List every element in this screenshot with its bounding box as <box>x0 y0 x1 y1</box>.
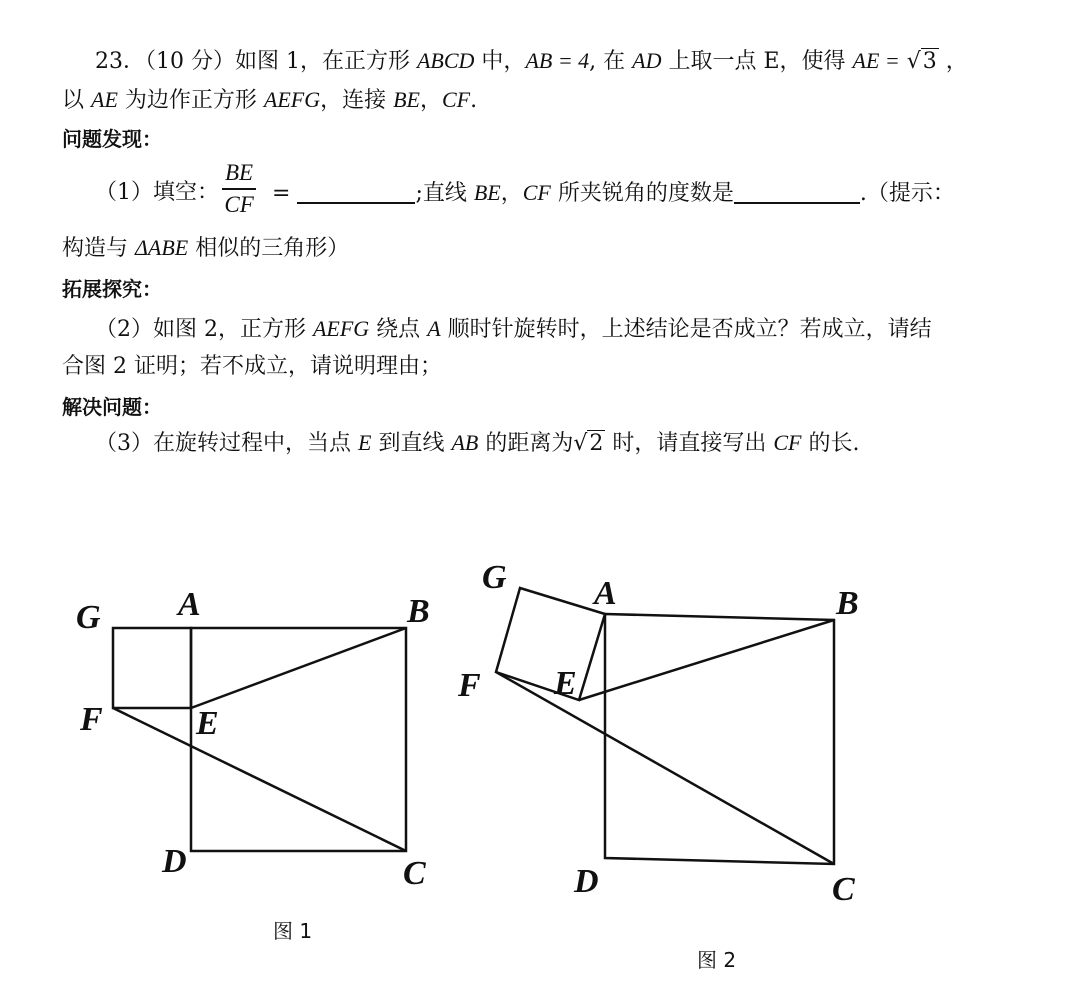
text: 合图 2 证明；若不成立，请说明理由； <box>62 354 442 379</box>
text: 上取一点 E，使得 <box>661 49 853 74</box>
text: ， <box>500 181 523 206</box>
text: , 在 <box>589 49 633 74</box>
label-g-fig2: G <box>482 559 507 596</box>
label-e-fig1: E <box>196 705 219 742</box>
text: （2）如图 2，正方形 <box>95 317 313 342</box>
segment-cf-fig1 <box>113 708 406 851</box>
problem-points: （10 分） <box>145 49 235 74</box>
text: 构造与 <box>62 236 135 261</box>
label-a-fig2: A <box>594 575 617 612</box>
text: 相似的三角形） <box>188 236 350 261</box>
label-f-fig2: F <box>458 667 481 704</box>
text: 到直线 <box>371 431 452 456</box>
math: BE <box>393 87 420 112</box>
figure-2-labels <box>457 559 859 908</box>
sqrt-2: √2 <box>573 431 604 456</box>
label-b-fig1: B <box>407 593 430 630</box>
label-e-fig2: E <box>554 665 577 702</box>
label-a-fig1: A <box>178 586 201 623</box>
math: AE <box>91 87 118 112</box>
text: 绕点 <box>369 317 428 342</box>
caption-figure-1: 图 1 <box>273 919 313 943</box>
label-c-fig2: C <box>832 871 855 908</box>
label-c-fig1: C <box>403 855 426 892</box>
math: BE <box>473 180 501 205</box>
math: ΔABE <box>135 235 189 260</box>
text: （3）在旋转过程中，当点 <box>95 431 358 456</box>
square-aefg-fig1 <box>113 628 191 708</box>
label-f-fig1: F <box>80 701 103 738</box>
fraction-numerator: BE <box>222 158 256 190</box>
figure-1 <box>113 628 406 851</box>
math: A <box>427 316 441 341</box>
text: 时，请直接写出 <box>605 431 774 456</box>
text: 以 <box>62 88 91 113</box>
math: ABCD <box>416 48 475 73</box>
q1-label: （1）填空： <box>95 180 219 205</box>
caption-figure-2: 图 2 <box>697 948 737 972</box>
label-d-fig1: D <box>162 843 187 880</box>
math: AB <box>451 430 479 455</box>
math: CF <box>773 430 802 455</box>
text: 所夹锐角的度数是 <box>550 181 734 206</box>
segment-be-fig1 <box>191 628 406 708</box>
math: AEFG <box>312 316 370 341</box>
label-g-fig1: G <box>76 599 101 636</box>
figure-2 <box>496 588 834 864</box>
square-aefg-fig2 <box>496 588 605 700</box>
label-b-fig2: B <box>836 585 859 622</box>
square-abcd-fig1 <box>191 628 406 851</box>
figure-1-labels <box>76 586 430 892</box>
problem-number: 23． <box>95 49 145 74</box>
text: . <box>470 88 478 113</box>
sqrt-3: √3 <box>906 49 937 74</box>
segment-cf-fig2 <box>496 672 834 864</box>
math: AD <box>632 48 662 73</box>
text: 的距离为 <box>478 431 574 456</box>
text: ;直线 <box>415 181 474 206</box>
math: AE = <box>852 48 900 73</box>
square-abcd-fig2 <box>605 614 834 864</box>
text: 的长. <box>801 431 860 456</box>
math: E <box>358 430 372 455</box>
text: 顺时针旋转时，上述结论是否成立？若成立，请结 <box>440 317 932 342</box>
label-d-fig2: D <box>574 863 599 900</box>
text: 中， <box>474 49 526 74</box>
section-heading-solve: 解决问题： <box>62 395 162 419</box>
text: 如图 1，在正方形 <box>235 49 417 74</box>
text: ， <box>419 88 442 113</box>
text: 为边作正方形 <box>117 88 264 113</box>
math: AEFG <box>263 87 321 112</box>
fraction-denominator: CF <box>224 192 254 217</box>
segment-be-fig2 <box>579 620 834 700</box>
text: .（提示： <box>859 181 955 206</box>
text: ，连接 <box>320 88 394 113</box>
section-heading-discovery: 问题发现： <box>62 127 162 151</box>
math: CF <box>442 87 471 112</box>
section-heading-extension: 拓展探究： <box>62 277 162 301</box>
sqrt-radicand: 2 <box>589 431 604 456</box>
math: AB = 4 <box>525 48 590 73</box>
sqrt-radicand: 3 <box>922 49 937 74</box>
math: CF <box>522 180 551 205</box>
text: ， <box>938 49 968 74</box>
text: = <box>272 181 291 206</box>
